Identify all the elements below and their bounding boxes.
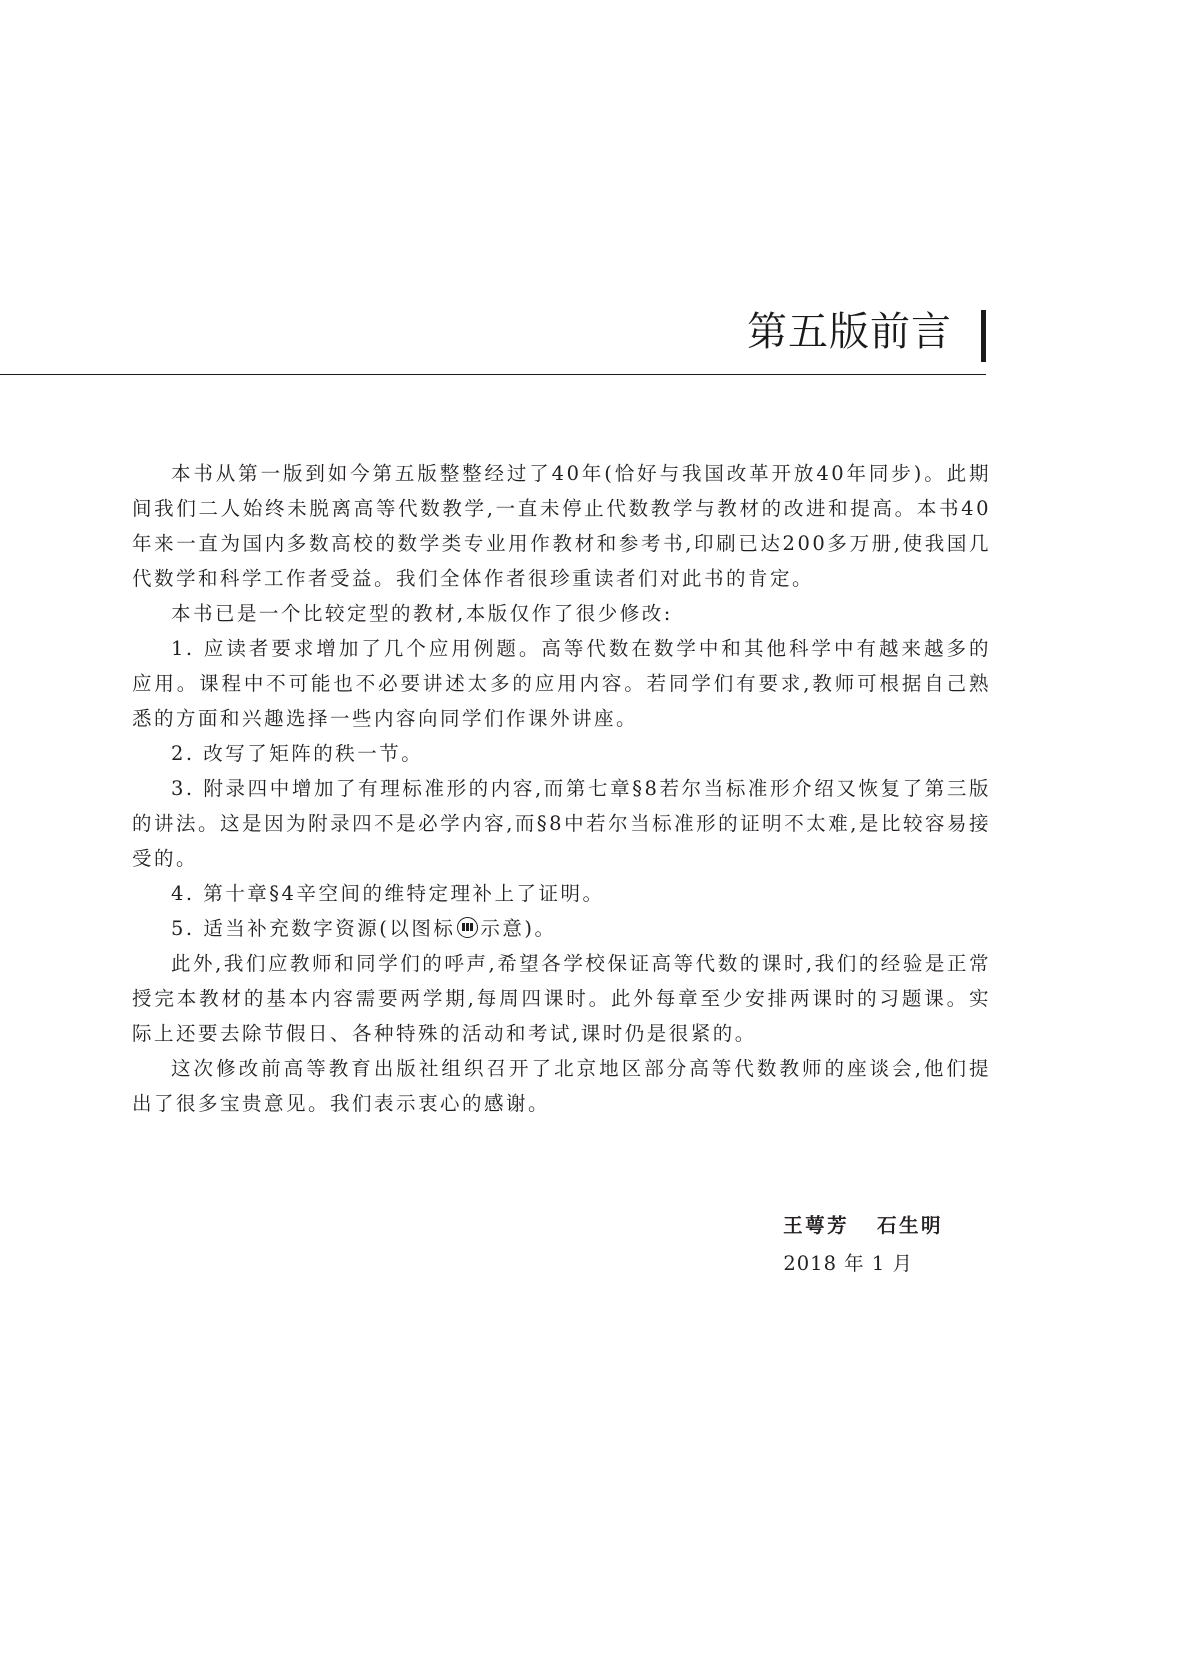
title-accent-bar	[981, 310, 986, 362]
revision-item-2: 2. 改写了矩阵的秩一节。	[171, 742, 424, 765]
signature-block	[783, 1207, 943, 1283]
author-names: 王萼芳 石生明	[783, 1214, 943, 1237]
revision-item-5-text-before: 5. 适当补充数字资源(以图标	[171, 917, 456, 940]
page-title: 第五版前言	[747, 309, 952, 355]
revision-item-5	[132, 911, 991, 946]
paragraph-history: 本书从第一版到如今第五版整整经过了40年(恰好与我国改革开放40年同步)。此期间我们二人始终未脱离高等代数教学,一直未停止代数教学与教材的改进和提高。本书40年来一直为国内多数高校的数学类专业用作教材和参考书,印刷已达200多万册,使我国几代数学和科学工作者受益。我们全体作者很珍重读者们对此书的肯定。	[132, 462, 991, 590]
paragraph-class-hours: 此外,我们应教师和同学们的呼声,希望各学校保证高等代数的课时,我们的经验是正常授完本教材的基本内容需要两学期,每周四课时。此外每章至少安排两课时的习题课。实际上还要去除节假日、各种特殊的活动和考试,课时仍是很紧的。	[132, 952, 991, 1045]
revision-item-4: 4. 第十章§4辛空间的维特定理补上了证明。	[171, 882, 605, 905]
revision-item-5-text-after: 示意)。	[480, 917, 557, 940]
signature-date: 2018 年 1 月	[783, 1252, 913, 1275]
page-header	[0, 300, 986, 375]
preface-body	[132, 456, 991, 1121]
paragraph-revision-intro: 本书已是一个比较定型的教材,本版仅作了很少修改:	[171, 602, 673, 625]
title-underline	[0, 374, 986, 376]
paragraph-acknowledgement: 这次修改前高等教育出版社组织召开了北京地区部分高等代数教师的座谈会,他们提出了很多宝贵意见。我们表示衷心的感谢。	[132, 1057, 991, 1115]
revision-item-3: 3. 附录四中增加了有理标准形的内容,而第七章§8若尔当标准形介绍又恢复了第三版的讲法。这是因为附录四不是必学内容,而§8中若尔当标准形的证明不太难,是比较容易接受的。	[132, 777, 991, 870]
revision-item-1: 1. 应读者要求增加了几个应用例题。高等代数在数学中和其他科学中有越来越多的应用。课程中不可能也不必要讲述太多的应用内容。若同学们有要求,教师可根据自己熟悉的方面和兴趣选择一些内容向同学们作课外讲座。	[132, 637, 991, 730]
digital-resource-icon	[457, 917, 478, 938]
